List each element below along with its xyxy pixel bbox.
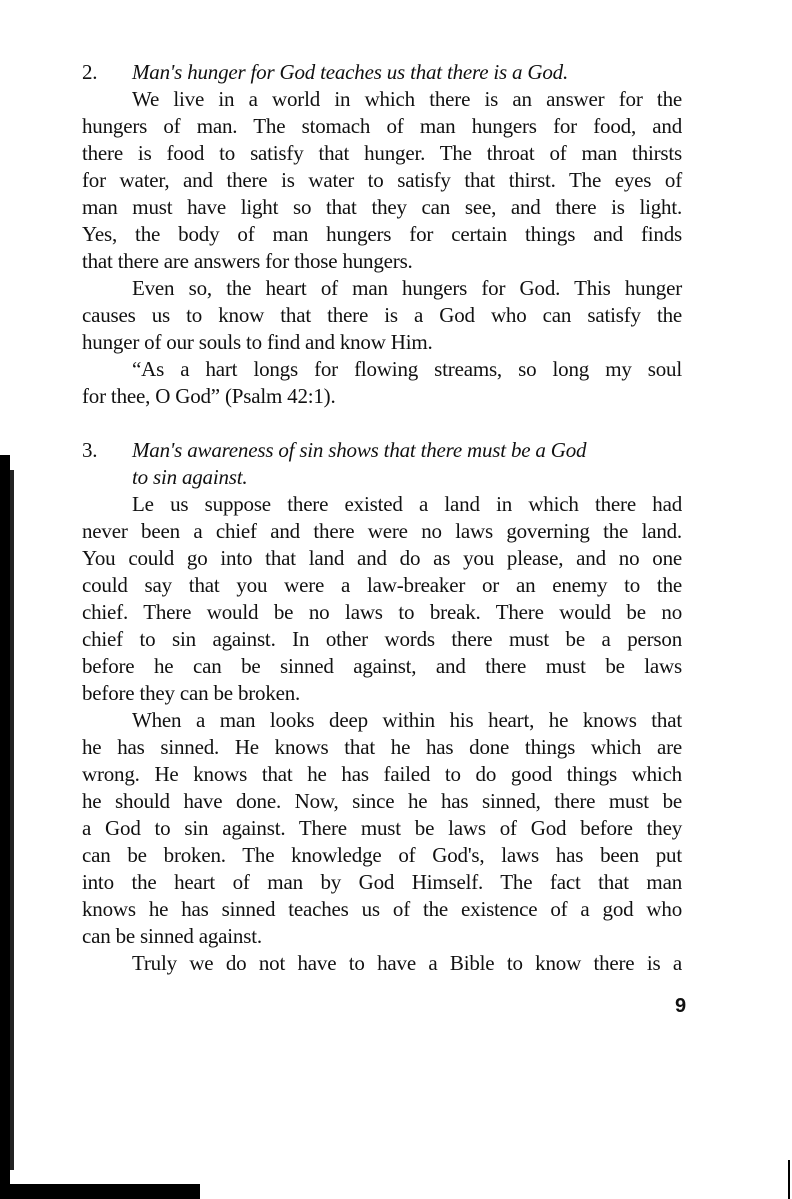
text-line: Yes, the body of man hungers for certain things and finds xyxy=(82,222,682,246)
scan-edge-bottom xyxy=(0,1184,200,1199)
paragraph xyxy=(82,491,682,707)
text-line: Even so, the heart of man hungers for God. This hunger xyxy=(132,276,682,300)
section-gap xyxy=(82,410,682,437)
text-line: knows he has sinned teaches us of the existence of a god who xyxy=(82,897,682,921)
scan-edge-left-shadow xyxy=(10,470,14,1170)
text-line: hunger of our souls to find and know Him. xyxy=(82,330,433,354)
section-number: 3. xyxy=(82,438,98,462)
text-line: man must have light so that they can see, and there is light. xyxy=(82,195,682,219)
text-line: before they can be broken. xyxy=(82,681,301,705)
text-line: “As a hart longs for flowing streams, so long my soul xyxy=(132,357,682,381)
scan-edge-right xyxy=(788,1160,790,1199)
text-line: he has sinned. He knows that he has done things which are xyxy=(82,735,682,759)
page-number: 9 xyxy=(675,995,687,1017)
text-line: into the heart of man by God Himself. The fact that man xyxy=(82,870,682,894)
text-line: never been a chief and there were no laws governing the land. xyxy=(82,519,682,543)
text-line: chief to sin against. In other words there must be a person xyxy=(82,627,682,651)
text-line: can be sinned against. xyxy=(82,924,262,948)
paragraph xyxy=(82,275,682,356)
text-line: could say that you were a law-breaker or an enemy to the xyxy=(82,573,682,597)
text-line: there is food to satisfy that hunger. The throat of man thirsts xyxy=(82,141,682,165)
text-line: You could go into that land and do as you please, and no one xyxy=(82,546,682,570)
section-number: 2. xyxy=(82,60,98,84)
text-line: hungers of man. The stomach of man hungers for food, and xyxy=(82,114,682,138)
section-heading-text: Man's awareness of sin shows that there must be a God xyxy=(132,438,587,462)
text-line: Le us suppose there existed a land in which there had xyxy=(132,492,682,516)
text-line: for thee, O God” (Psalm 42:1). xyxy=(82,384,336,408)
section-heading-text: to sin against. xyxy=(132,465,248,489)
section-heading-text: Man's hunger for God teaches us that there is a God. xyxy=(132,60,569,84)
paragraph xyxy=(82,356,682,410)
text-line: before he can be sinned against, and there must be laws xyxy=(82,654,682,678)
text-line: can be broken. The knowledge of God's, laws has been put xyxy=(82,843,682,867)
paragraph xyxy=(82,86,682,275)
text-line: We live in a world in which there is an answer for the xyxy=(132,87,682,111)
text-line: Truly we do not have to have a Bible to know there is a xyxy=(132,951,682,975)
text-line: wrong. He knows that he has failed to do good things which xyxy=(82,762,682,786)
text-line: chief. There would be no laws to break. There would be no xyxy=(82,600,682,624)
text-line: causes us to know that there is a God who can satisfy the xyxy=(82,303,682,327)
section-heading-line xyxy=(82,464,682,491)
text-line: a God to sin against. There must be laws of God before they xyxy=(82,816,682,840)
scan-edge-left xyxy=(0,455,10,1199)
paragraph xyxy=(82,950,682,977)
text-line: that there are answers for those hungers. xyxy=(82,249,413,273)
section-heading-line xyxy=(82,437,682,464)
text-line: for water, and there is water to satisfy that thirst. The eyes of xyxy=(82,168,682,192)
paragraph xyxy=(82,707,682,950)
text-line: he should have done. Now, since he has sinned, there must be xyxy=(82,789,682,813)
section-2 xyxy=(82,59,682,410)
section-heading-line xyxy=(82,59,682,86)
text-line: When a man looks deep within his heart, he knows that xyxy=(132,708,682,732)
section-3 xyxy=(82,437,682,977)
page-body xyxy=(82,59,682,977)
